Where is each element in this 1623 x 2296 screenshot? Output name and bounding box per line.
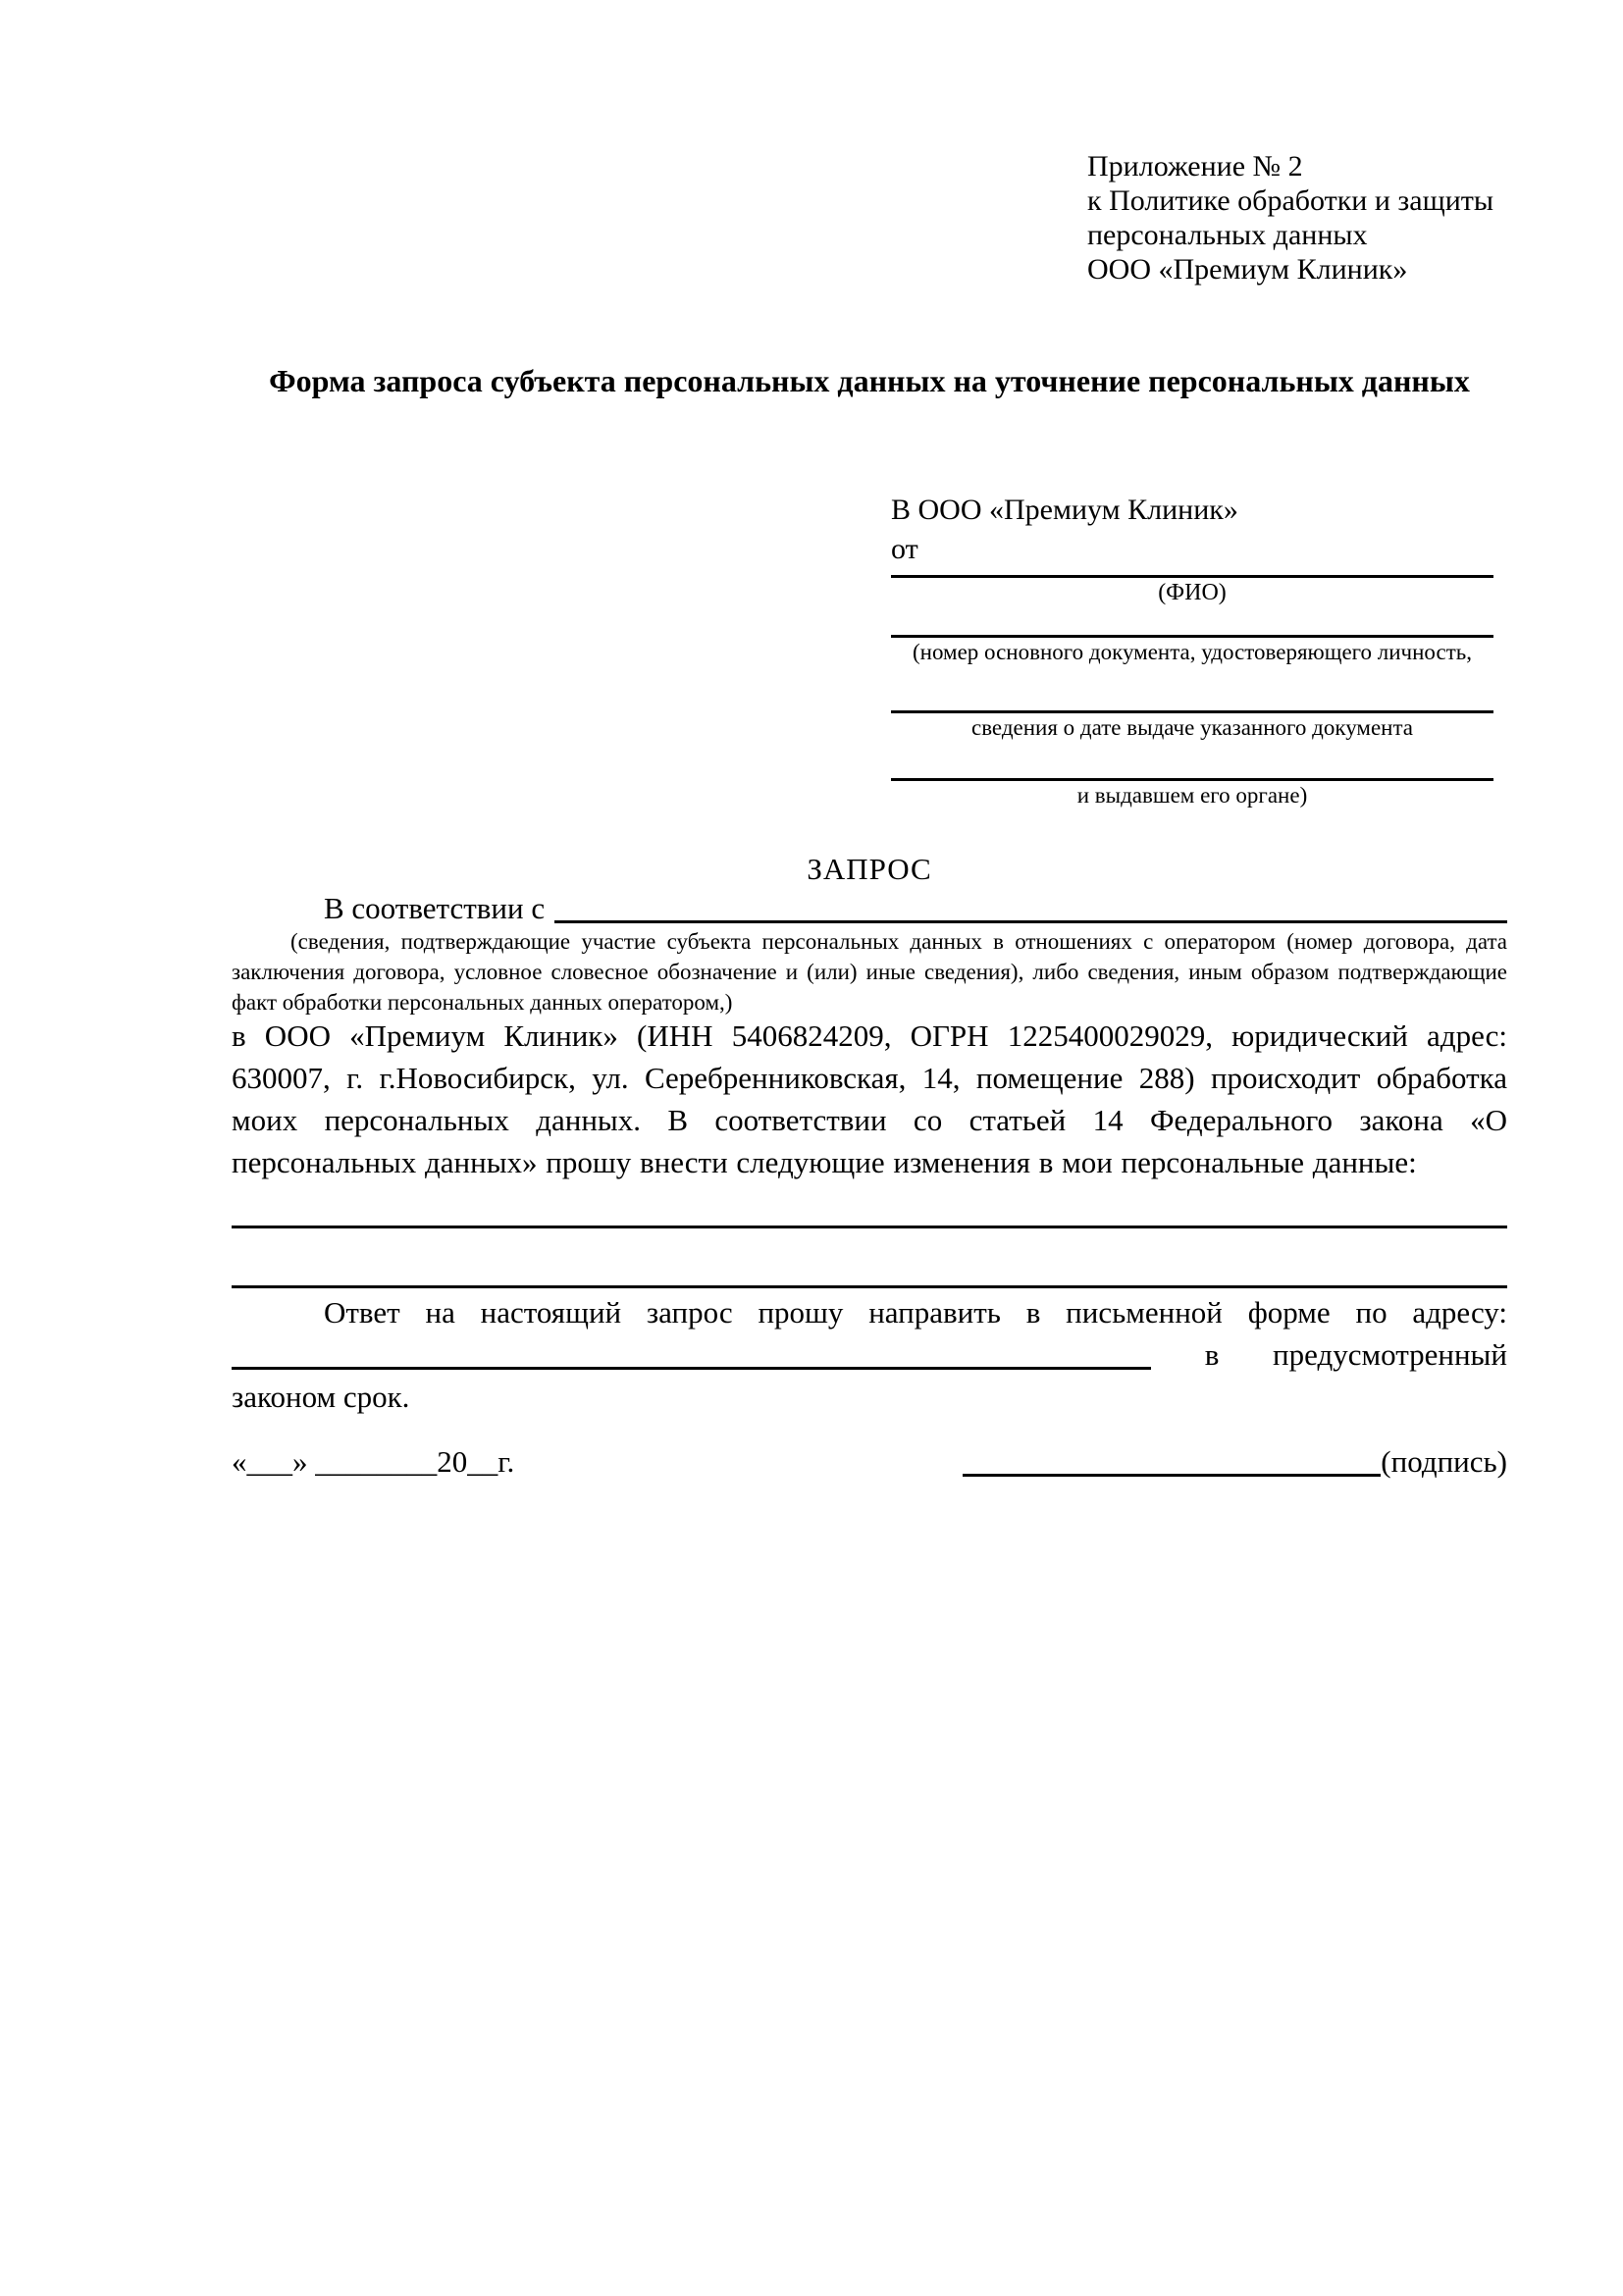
request-body: в ООО «Премиум Клиник» (ИНН 5406824209, ОГРН 1225400029029, юридический адрес: 630007, г. г.Новосибирск, ул. Серебренниковская, 14, помещение 288) происходит обработка моих персональных данных. В соответствии со статьей 14 Федерального закона «О персональных данных» прошу внести следующие изменения в мои персональные данные: xyxy=(232,1018,1507,1179)
addressee-block xyxy=(891,491,1493,810)
appendix-note-line: к Политике обработки и защиты xyxy=(1087,184,1494,217)
changes-blank-line-2 xyxy=(232,1285,1507,1288)
issue-date-caption: сведения о дате выдаче указанного документа xyxy=(970,715,1414,740)
signature-caption: (подпись) xyxy=(1381,1444,1507,1479)
addressee-to: В ООО «Премиум Клиник» xyxy=(891,494,1238,526)
id-document-blank-line xyxy=(891,607,1493,638)
appendix-note-line: персональных данных xyxy=(1087,219,1368,251)
accordance-note: (сведения, подтверждающие участие субъекта персональных данных в отношениях с оператором (номер договора, дата заключения договора, условное словесное обозначение и (или) иные сведения), либо сведения, иным образом подтверждающие факт обработки персональных данных оператором,) xyxy=(232,929,1507,1015)
response-word-prescribed: предусмотренный xyxy=(1273,1337,1507,1372)
date-blank-text: «___» ________20__г. xyxy=(232,1444,515,1479)
accordance-blank-line xyxy=(554,891,1507,923)
appendix-note-line: ООО «Премиум Клиник» xyxy=(1087,253,1408,286)
id-document-caption: (номер основного документа, удостоверяющего личность, xyxy=(912,640,1472,664)
issuing-authority-caption: и выдавшем его органе) xyxy=(1076,783,1308,808)
response-address-row xyxy=(232,1333,1507,1376)
signature-blank-line xyxy=(963,1440,1381,1477)
fio-caption: (ФИО) xyxy=(1158,580,1227,605)
appendix-note-line: Приложение № 2 xyxy=(1087,150,1303,183)
footer-row xyxy=(232,1440,1507,1483)
appendix-note xyxy=(1087,149,1493,287)
accordance-lead-text: В соответствии с xyxy=(324,891,546,925)
address-blank-line xyxy=(232,1333,1151,1370)
issuing-authority-blank-line xyxy=(891,743,1493,781)
addressee-from-label: от xyxy=(891,533,918,565)
request-heading: ЗАПРОС xyxy=(807,852,932,886)
response-sentence: Ответ на настоящий запрос прошу направить в письменной форме по адресу: xyxy=(324,1295,1507,1330)
fio-blank-line xyxy=(891,569,1493,578)
changes-blank-line-1 xyxy=(232,1226,1507,1228)
issue-date-blank-line xyxy=(891,667,1493,713)
signature-group xyxy=(963,1440,1507,1483)
response-tail: законом срок. xyxy=(232,1380,410,1414)
response-word-in: в xyxy=(1204,1337,1220,1372)
document-title: Форма запроса субъекта персональных данных на уточнение персональных данных xyxy=(269,363,1470,398)
accordance-row xyxy=(232,889,1507,928)
